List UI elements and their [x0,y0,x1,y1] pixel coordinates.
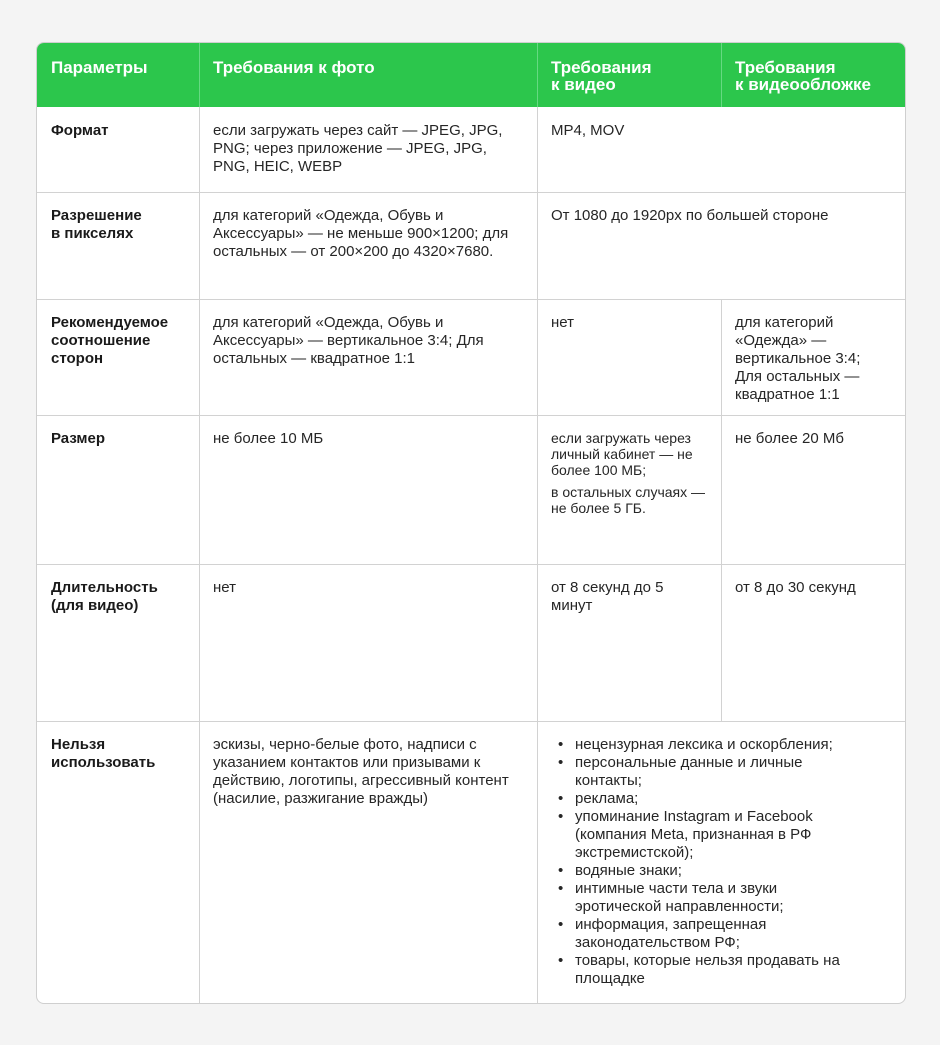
row-ratio-photo-text: для категорий «Одежда, Обувь и Аксессуары» — вертикальное 3:4; Для остальных — квадратное 1:1 [213,314,484,367]
row-divider [37,299,905,300]
list-item: • упоминание Instagram и Facebook (компания Meta, признанная в РФ экстремистской); [551,808,865,862]
row-size-label-text: Размер [51,430,106,447]
row-duration-video-text: от 8 секунд до 5 минут [551,579,664,614]
row-ratio-photo [199,314,537,368]
row-forbidden-photo-text: эскизы, черно-белые фото, надписи с указанием контактов или призывами к действию, логотипы, агрессивный контент (насилие, разжигание вражды) [213,736,509,807]
row-size-photo [199,430,537,448]
row-resolution-video-cover-text: От 1080 до 1920px по большей стороне [551,207,829,224]
list-item: • товары, которые нельзя продавать на площадке [551,952,865,988]
row-size-label [37,430,199,448]
row-ratio-video-text: нет [551,314,574,331]
row-resolution-label-line1: Разрешение [51,207,142,224]
row-size-cover [721,430,905,448]
header-divider [537,43,538,107]
row-format-video-cover-text: MP4, MOV [551,122,625,139]
header-photo [199,43,537,107]
row-resolution-photo-text: для категорий «Одежда, Обувь и Аксессуары» — не меньше 900×1200; для остальных — от 200×200 до 4320×7680. [213,207,509,260]
row-duration-label-line2: (для видео) [51,597,139,614]
list-item: • информация, запрещенная законодательством РФ; [551,916,865,952]
row-size-video [537,430,721,516]
row-duration-cover [721,579,905,597]
row-format-video-cover [537,122,905,140]
row-ratio-cover-text: для категорий «Одежда» — вертикальное 3:4; Для остальных — квадратное 1:1 [735,314,861,403]
row-size-photo-text: не более 10 МБ [213,430,324,447]
row-divider [37,415,905,416]
row-format-label-text: Формат [51,122,109,139]
row-format-photo-text: если загружать через сайт — JPEG, JPG, PNG; через приложение — JPEG, JPG, PNG, HEIC, WEBP [213,122,503,175]
row-ratio-label-line1: Рекомендуемое [51,314,169,331]
row-size-video-p2: в остальных случаях — не более 5 ГБ. [551,484,706,516]
row-forbidden-label-line1: Нельзя [51,736,106,753]
row-divider [37,721,905,722]
requirements-table [36,42,906,1004]
row-duration-cover-text: от 8 до 30 секунд [735,579,856,596]
header-divider [721,43,722,107]
header-cover-line1: Требования [735,58,836,77]
header-cover-line2: к видеообложке [735,75,871,94]
table-header [37,43,905,107]
row-forbidden-photo [199,736,537,808]
row-duration-label [37,579,199,615]
row-divider [37,564,905,565]
forbidden-bullet-list [551,736,865,988]
row-format-photo [199,122,537,176]
row-format-label [37,122,199,140]
list-item: • персональные данные и личные контакты; [551,754,865,790]
row-divider [37,192,905,193]
row-ratio-cover [721,314,905,404]
row-resolution-label-line2: в пикселях [51,225,134,242]
list-item: • интимные части тела и звуки эротической направленности; [551,880,865,916]
list-item: • водяные знаки; [551,862,865,880]
header-cover [721,43,905,107]
row-resolution-label [37,207,199,243]
list-item: • реклама; [551,790,865,808]
header-photo-label: Требования к фото [213,58,375,77]
row-ratio-label-line2: соотношение [51,332,151,349]
header-params [37,43,199,107]
row-duration-photo-text: нет [213,579,236,596]
row-ratio-video [537,314,721,332]
row-ratio-label-line3: сторон [51,350,104,367]
header-params-label: Параметры [51,58,148,77]
row-resolution-video-cover [537,207,905,225]
header-divider [199,43,200,107]
row-duration-label-line1: Длительность [51,579,158,596]
row-forbidden-label-line2: использовать [51,754,156,771]
row-duration-video [537,579,721,615]
header-video-line1: Требования [551,58,652,77]
list-item: • нецензурная лексика и оскорбления; [551,736,865,754]
row-forbidden-list [537,736,905,988]
row-duration-photo [199,579,537,597]
header-video [537,43,721,107]
row-size-cover-text: не более 20 Мб [735,430,844,447]
header-video-line2: к видео [551,75,616,94]
row-resolution-photo [199,207,537,261]
row-size-video-p1: если загружать через личный кабинет — не более 100 МБ; [551,430,693,478]
row-ratio-label [37,314,199,368]
row-forbidden-label [37,736,199,772]
